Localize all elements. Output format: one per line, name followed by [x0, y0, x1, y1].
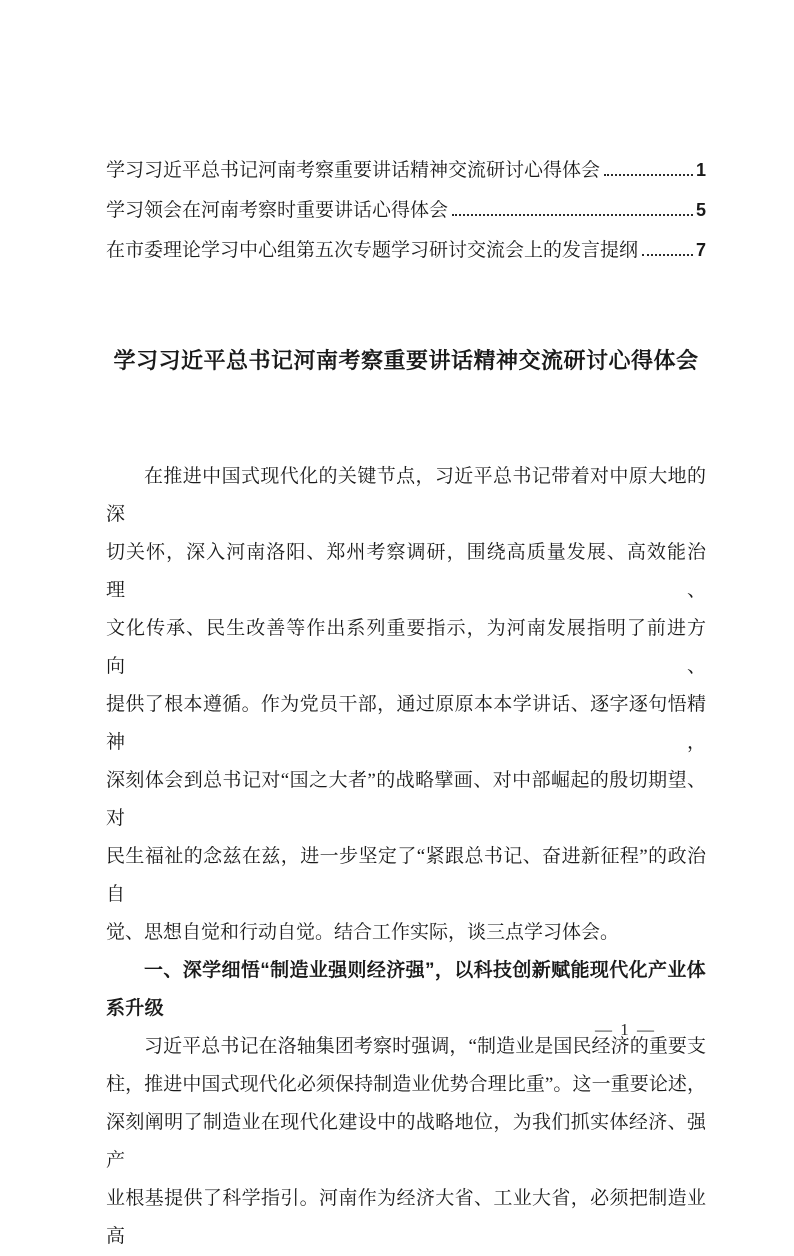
toc-item: [106, 190, 706, 230]
body-line: 在推进中国式现代化的关键节点，习近平总书记带着对中原大地的深: [106, 466, 706, 525]
body-line: 深刻阐明了制造业在现代化建设中的战略地位，为我们抓实体经济、强产: [106, 1112, 706, 1171]
toc-page-number: 1: [695, 160, 706, 180]
toc-item-title: 学习习近平总书记河南考察重要讲话精神交流研讨心得体会: [106, 160, 601, 181]
toc-item-title: 学习领会在河南考察时重要讲话心得体会: [106, 200, 449, 221]
body-line: 柱，推进中国式现代化必须保持制造业优势合理比重”。这一重要论述，: [106, 1074, 706, 1095]
toc-leader-dots: [452, 214, 693, 216]
article-body: [106, 458, 706, 1256]
body-line: 民生福祉的念兹在兹，进一步坚定了“紧跟总书记、奋进新征程”的政治自: [106, 846, 706, 905]
toc-page-number: 5: [695, 200, 706, 220]
toc-page-number: 7: [695, 240, 706, 260]
toc-item: [106, 230, 706, 270]
article-title: 学习习近平总书记河南考察重要讲话精神交流研讨心得体会: [113, 348, 699, 373]
toc-leader-dots: [604, 174, 693, 176]
body-line: 文化传承、民生改善等作出系列重要指示，为河南发展指明了前进方向、: [106, 618, 706, 677]
body-line: 深刻体会到总书记对“国之大者”的战略擘画、对中部崛起的殷切期望、对: [106, 770, 706, 829]
body-line: 觉、思想自觉和行动自觉。结合工作实际，谈三点学习体会。: [106, 922, 620, 943]
toc-item-title: 在市委理论学习中心组第五次专题学习研讨交流会上的发言提纲: [106, 240, 639, 261]
body-line: 一、深学细悟“制造业强则经济强”，以科技创新赋能现代化产业体: [144, 960, 706, 981]
body-line: 提供了根本遵循。作为党员干部，通过原原本本学讲话、逐字逐句悟精神，: [106, 694, 706, 753]
page-number-footer: — 1 —: [595, 1020, 656, 1039]
toc-item: [106, 150, 706, 190]
body-line: 切关怀，深入河南洛阳、郑州考察调研，围绕高质量发展、高效能治理、: [106, 542, 706, 601]
body-line: 系升级: [106, 998, 164, 1019]
toc-leader-dots: [642, 254, 693, 256]
table-of-contents: [106, 150, 706, 270]
body-line: 业根基提供了科学指引。河南作为经济大省、工业大省，必须把制造业高: [106, 1188, 706, 1247]
body-line: 习近平总书记在洛轴集团考察时强调，“制造业是国民经济的重要支: [144, 1036, 706, 1057]
